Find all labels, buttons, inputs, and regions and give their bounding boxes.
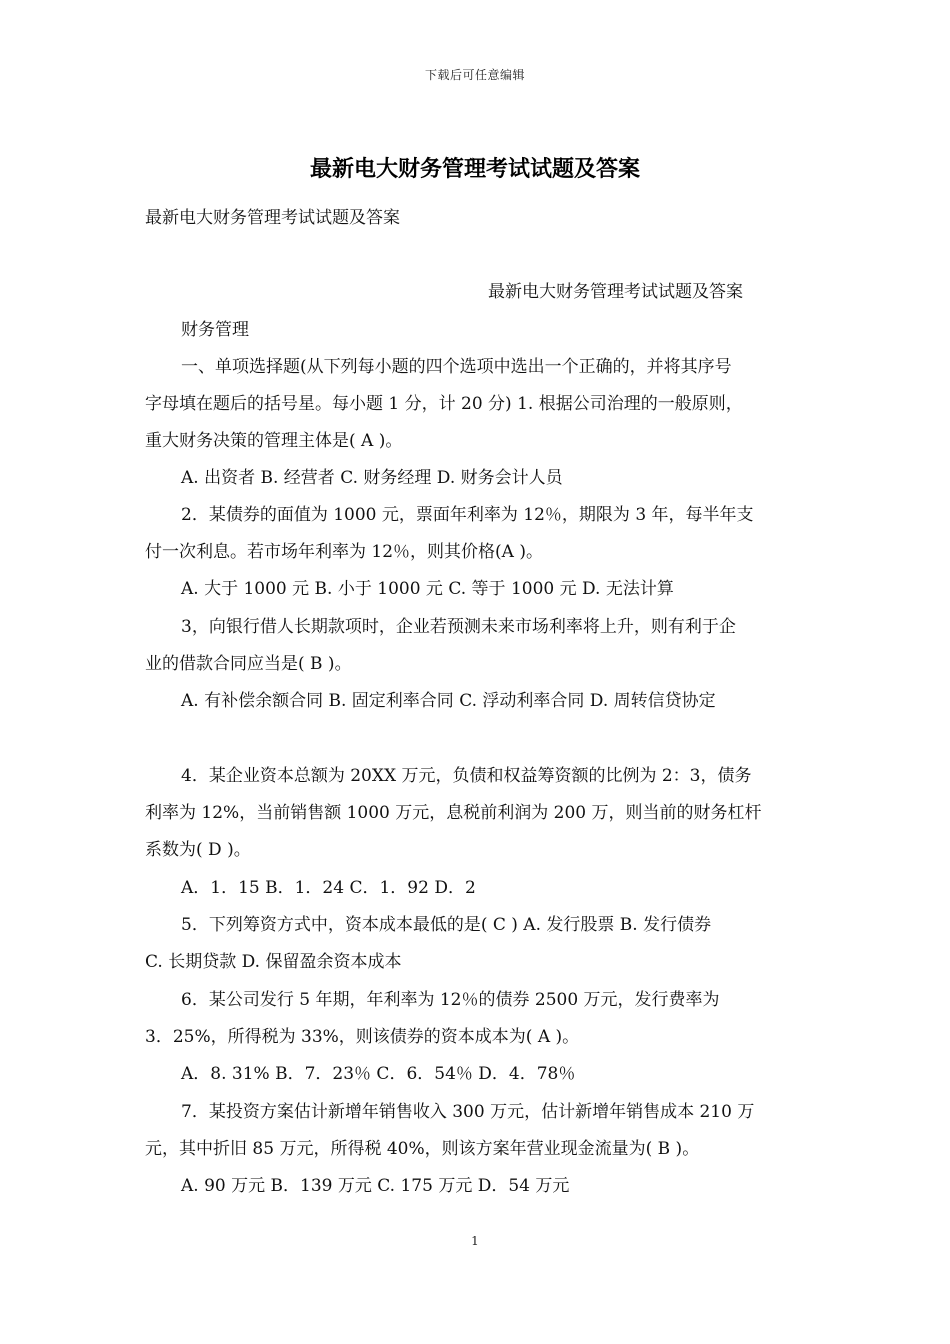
paragraph-line: 字母填在题后的括号星。每小题 1 分，计 20 分) 1. 根据公司治理的一般原则， — [145, 394, 743, 414]
paragraph-line: 7．某投资方案估计新增年销售收入 300 万元，估计新增年销售成本 210 万 — [181, 1102, 755, 1122]
paragraph-line: 3．25%，所得税为 33%，则该债券的资本成本为( A )。 — [145, 1027, 580, 1047]
header-note: 下载后可任意编辑 — [424, 68, 525, 82]
paragraph-line: 3，向银行借人长期款项时，企业若预测未来市场利率将上升，则有利于企 — [181, 617, 736, 637]
paragraph-line: A. 有补偿余额合同 B. 固定利率合同 C. 浮动利率合同 D. 周转信贷协定 — [181, 691, 716, 711]
paragraph-line: 利率为 12%，当前销售额 1000 万元，息税前利润为 200 万，则当前的财务杠杆 — [145, 803, 762, 823]
page-number: 1 — [471, 1234, 479, 1248]
paragraph-line: 4．某企业资本总额为 20XX 万元，负债和权益筹资额的比例为 2：3，债务 — [181, 766, 752, 786]
paragraph-line: 系数为( D )。 — [145, 840, 251, 860]
paragraph-line: 一、单项选择题(从下列每小题的四个选项中选出一个正确的，并将其序号 — [181, 357, 732, 377]
paragraph-line: 元，其中折旧 85 万元，所得税 40%，则该方案年营业现金流量为( B )。 — [145, 1139, 700, 1159]
paragraph-line: 付一次利息。若市场年利率为 12％，则其价格(A )。 — [145, 542, 543, 562]
paragraph-line: 5．下列筹资方式中，资本成本最低的是( C ) A. 发行股票 B. 发行债券 — [181, 915, 712, 935]
paragraph-line: A．1．15 B．1．24 C．1．92 D．2 — [181, 878, 476, 898]
paragraph-line: 业的借款合同应当是( B )。 — [145, 654, 352, 674]
paragraph-line: A. 出资者 B. 经营者 C. 财务经理 D. 财务会计人员 — [181, 468, 563, 488]
right-heading: 最新电大财务管理考试试题及答案 — [488, 282, 743, 302]
paragraph-line: 重大财务决策的管理主体是( A )。 — [145, 431, 403, 451]
paragraph-line: 6．某公司发行 5 年期，年利率为 12％的债券 2500 万元，发行费率为 — [181, 990, 720, 1010]
document-title: 最新电大财务管理考试试题及答案 — [309, 157, 640, 182]
subtitle: 最新电大财务管理考试试题及答案 — [145, 208, 400, 228]
paragraph-line: A. 大于 1000 元 B. 小于 1000 元 C. 等于 1000 元 D. 无法计算 — [181, 579, 674, 599]
paragraph-line: 2．某债券的面值为 1000 元，票面年利率为 12％，期限为 3 年，每半年支 — [181, 505, 754, 525]
paragraph-line: A. 90 万元 B．139 万元 C. 175 万元 D．54 万元 — [181, 1176, 570, 1196]
paragraph-line: C. 长期贷款 D. 保留盈余资本成本 — [145, 952, 402, 972]
section-title: 财务管理 — [181, 320, 249, 340]
paragraph-line: A．8. 31% B．7．23％ C．6．54％ D．4．78％ — [181, 1064, 576, 1084]
